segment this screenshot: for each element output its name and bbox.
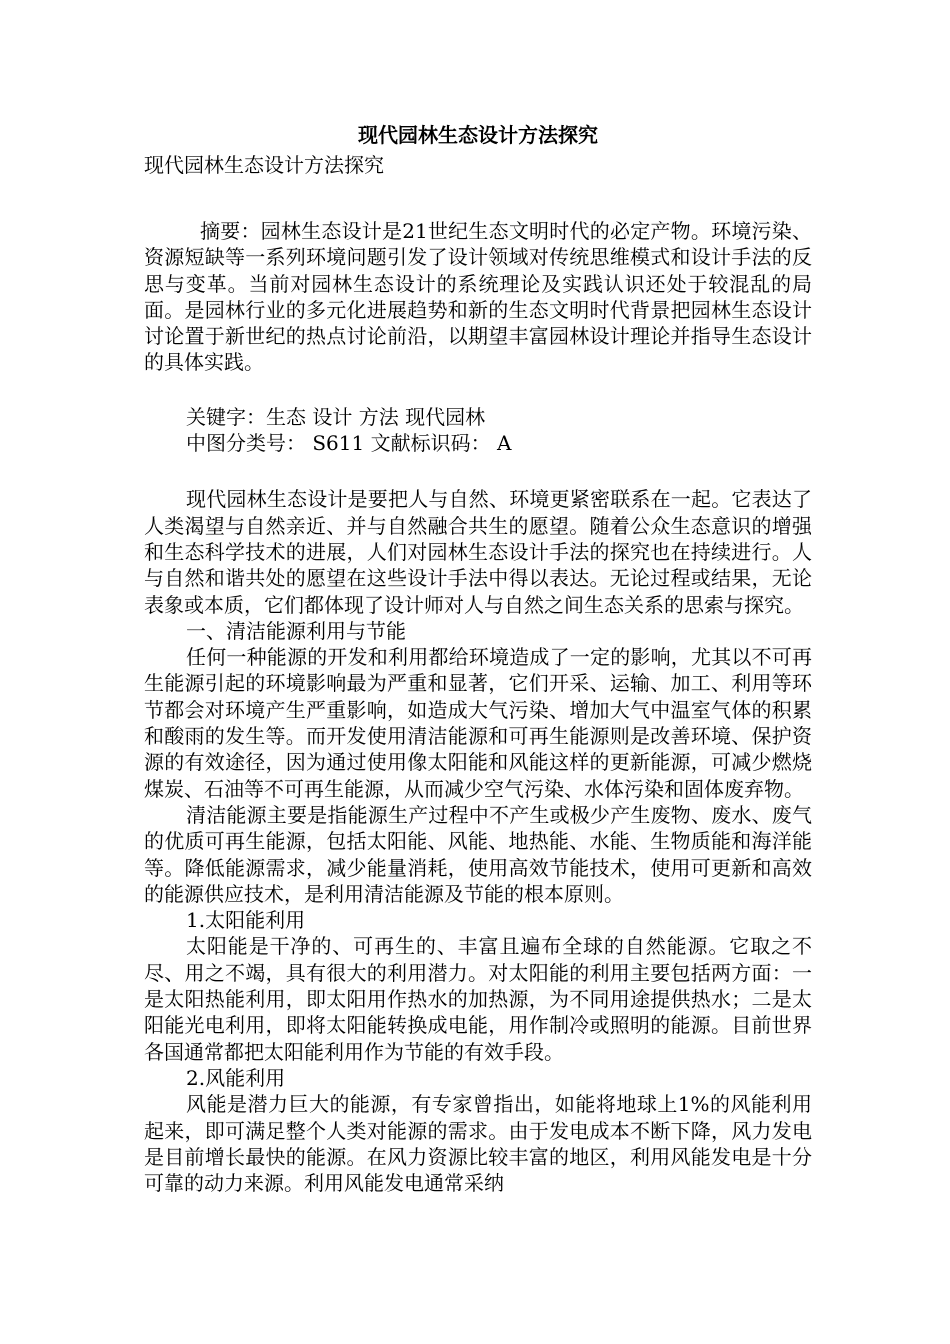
document-title: 现代园林生态设计方法探究 xyxy=(358,123,598,147)
classification-line: 中图分类号： S611 文献标识码： A xyxy=(186,431,512,456)
body-paragraph: 任何一种能源的开发和利用都给环境造成了一定的影响，尤其以不可再生能源引起的环境影响最为严重和显著，它们开采、运输、加工、利用等环节都会对环境产生严重影响，如造成大气污染、增加大气中温室气体的积累和酸雨的发生等。而开发使用清洁能源和可再生能源则是改善环境、保护资源的有效途径，因为通过使用像太阳能和风能这样的更新能源，可减少燃烧煤炭、石油等不可再生能源，从而减少空气污染、水体污染和固体废弃物。 xyxy=(144,645,812,801)
document-page xyxy=(144,118,812,1196)
document-subtitle: 现代园林生态设计方法探究 xyxy=(144,153,384,177)
subsection-heading: 1.太阳能利用 xyxy=(186,908,306,933)
body-paragraph: 太阳能是干净的、可再生的、丰富且遍布全球的自然能源。它取之不尽、用之不竭，具有很大的利用潜力。对太阳能的利用主要包括两方面：一是太阳热能利用，即太阳用作热水的加热源，为不同用途提供热水；二是太阳能光电利用，即将太阳能转换成电能，用作制冷或照明的能源。目前世界各国通常都把太阳能利用作为节能的有效手段。 xyxy=(144,934,812,1064)
keywords-line: 关键字：生态 设计 方法 现代园林 xyxy=(186,404,486,429)
subsection-heading: 2.风能利用 xyxy=(186,1065,286,1090)
metadata-block xyxy=(144,404,812,457)
body-paragraph: 清洁能源主要是指能源生产过程中不产生或极少产生废物、废水、废气的优质可再生能源，包括太阳能、风能、地热能、水能、生物质能和海洋能等。降低能源需求，减少能量消耗，使用高效节能技术，使用可更新和高效的能源供应技术，是利用清洁能源及节能的根本原则。 xyxy=(144,802,812,906)
body-paragraph: 风能是潜力巨大的能源，有专家曾指出，如能将地球上1%的风能利用起来，即可满足整个人类对能源的需求。由于发电成本不断下降，风力发电是目前增长最快的能源。在风力资源比较丰富的地区，利用风能发电是十分可靠的动力来源。利用风能发电通常采纳 xyxy=(144,1092,812,1196)
section-heading: 一、清洁能源利用与节能 xyxy=(186,618,406,643)
abstract-paragraph: 摘要：园林生态设计是21世纪生态文明时代的必定产物。环境污染、资源短缺等一系列环境问题引发了设计领域对传统思维模式和设计手法的反思与变革。当前对园林生态设计的系统理论及实践认识还处于较混乱的局面。是园林行业的多元化进展趋势和新的生态文明时代背景把园林生态设计讨论置于新世纪的热点讨论前沿，以期望丰富园林设计理论并指导生态设计的具体实践。 xyxy=(144,219,812,375)
intro-paragraph: 现代园林生态设计是要把人与自然、环境更紧密联系在一起。它表达了人类渴望与自然亲近、并与自然融合共生的愿望。随着公众生态意识的增强和生态科学技术的进展，人们对园林生态设计手法的探究也在持续进行。人与自然和谐共处的愿望在这些设计手法中得以表达。无论过程或结果，无论表象或本质，它们都体现了设计师对人与自然之间生态关系的思索与探究。 xyxy=(144,487,812,617)
